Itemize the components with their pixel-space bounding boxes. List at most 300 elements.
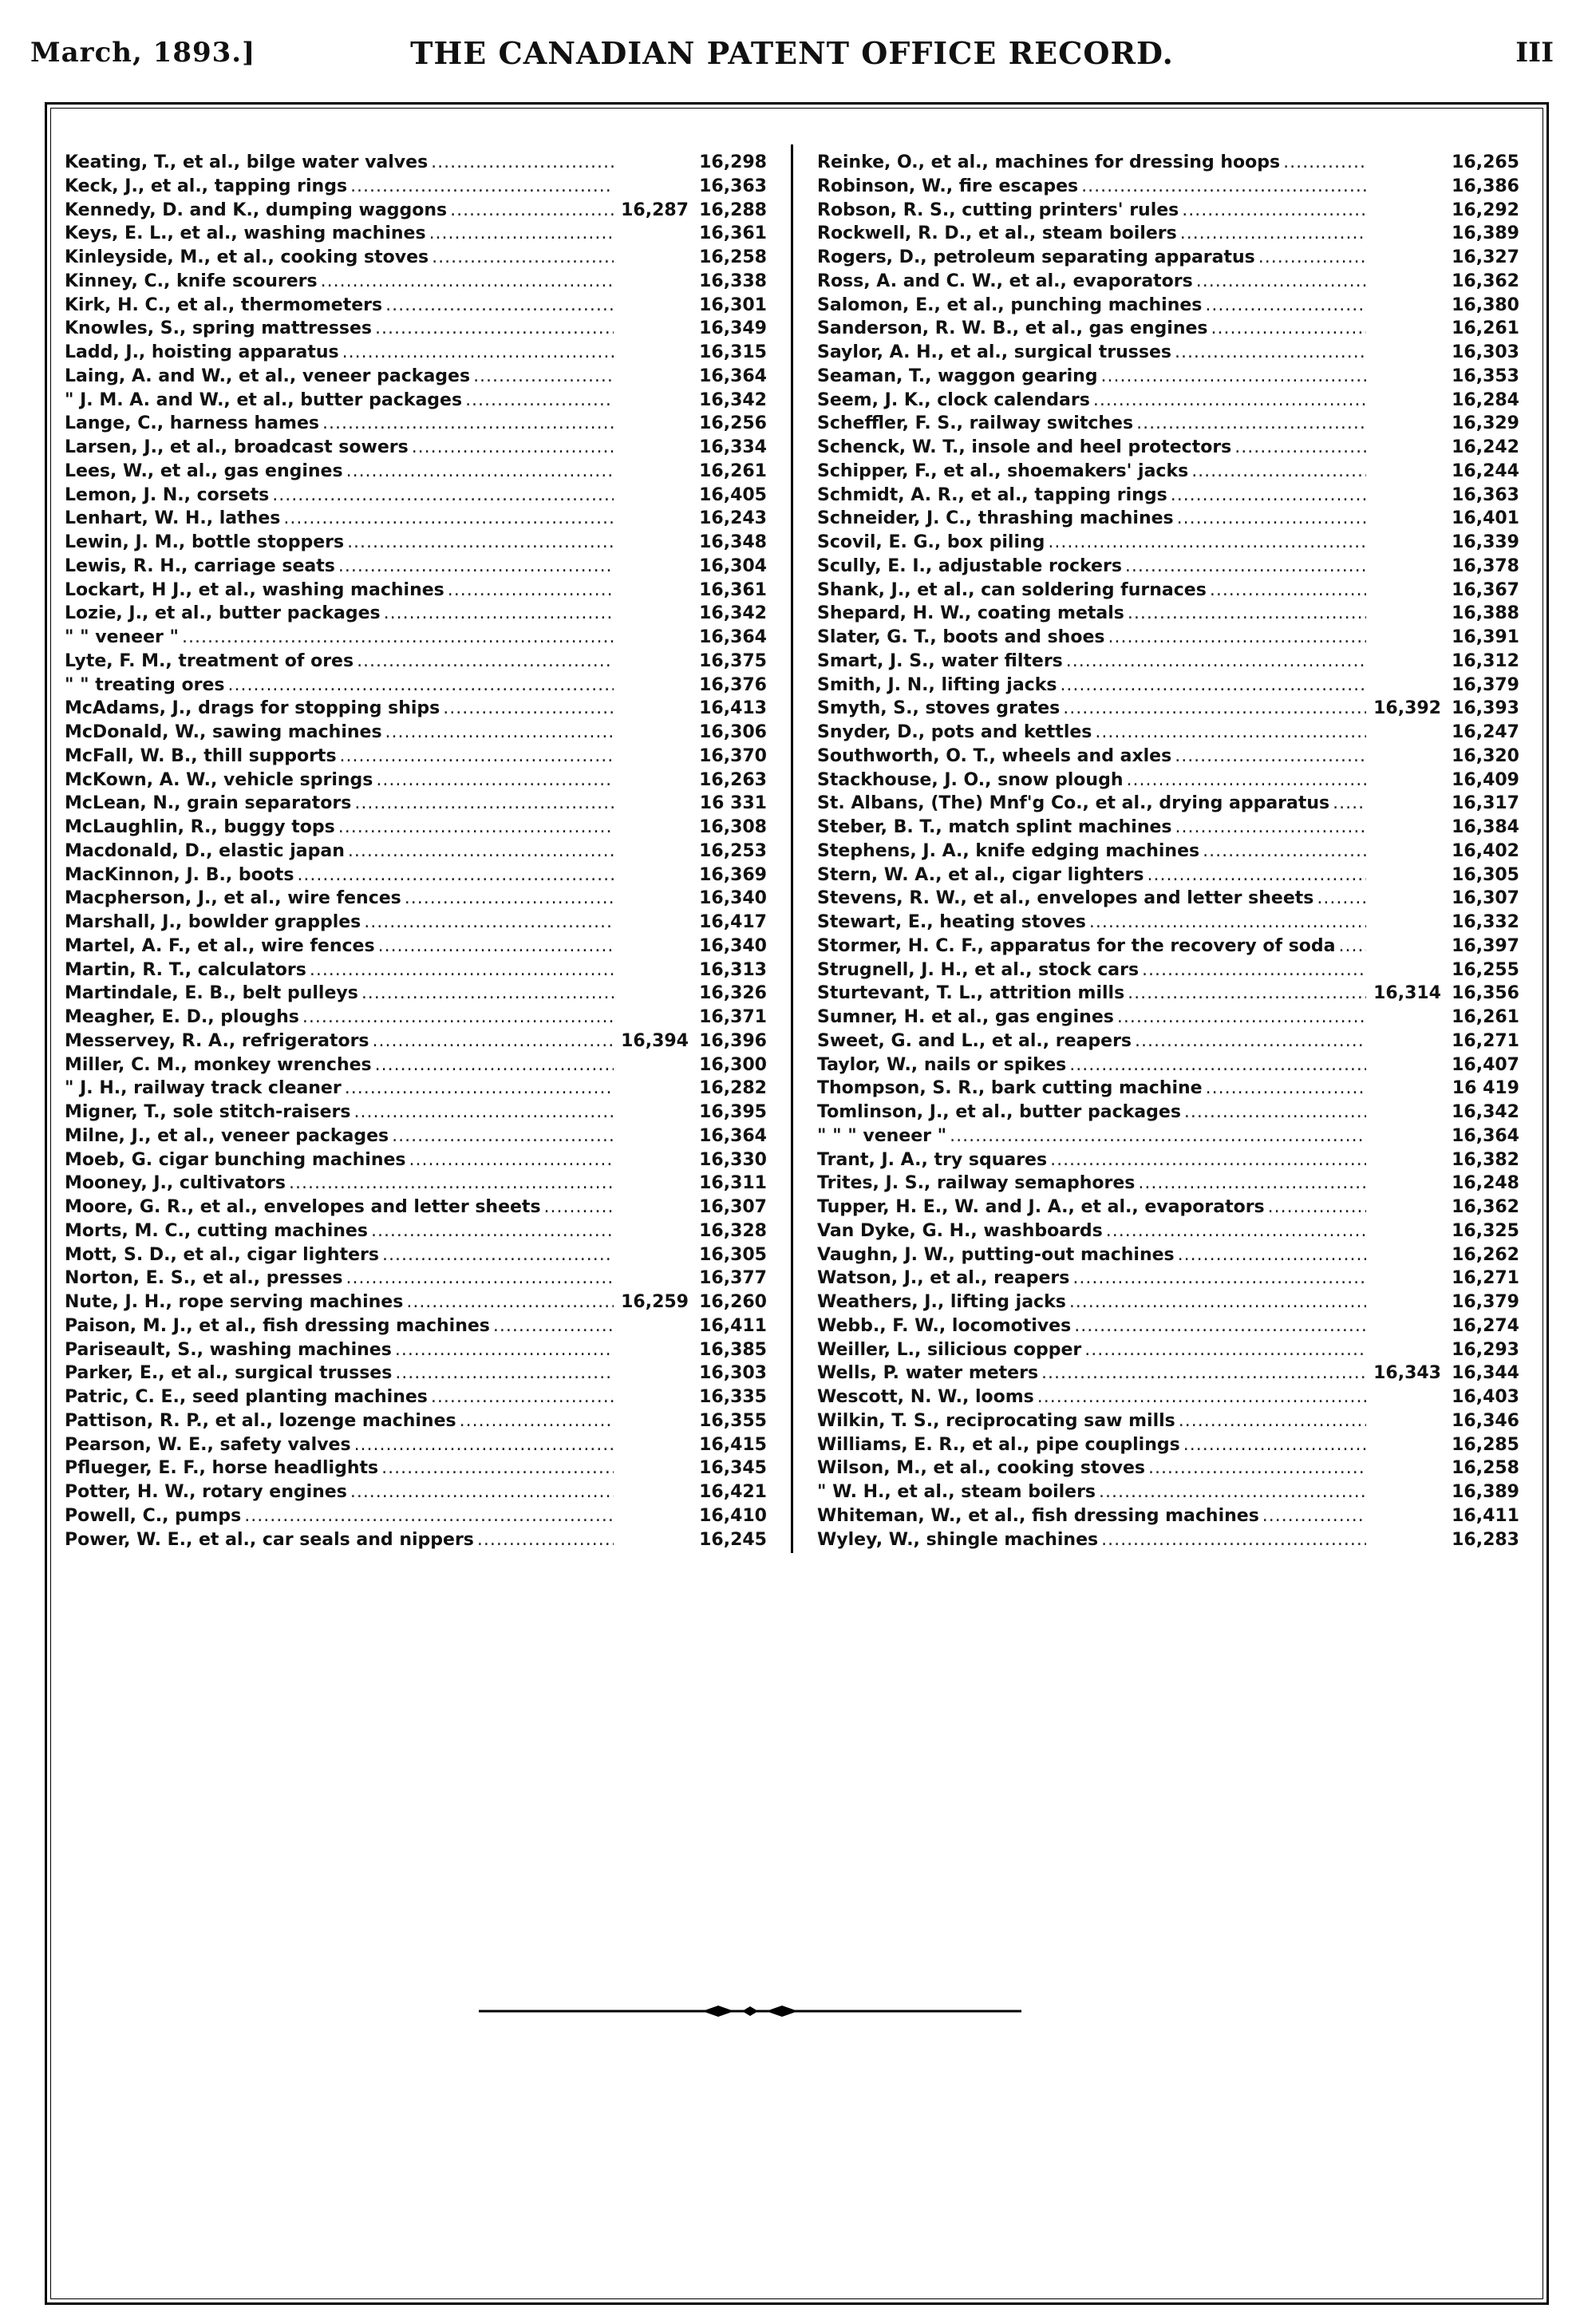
entry-patent-number: 16,262	[1452, 1244, 1519, 1265]
index-entry	[65, 602, 767, 626]
entry-patent-number: 16,389	[1452, 223, 1519, 244]
entry-name: Saylor, A. H., et al., surgical trusses	[817, 342, 1171, 362]
index-entry	[817, 1290, 1519, 1314]
entry-name: Lewin, J. M., bottle stoppers	[65, 532, 345, 552]
entry-patent-number: 16,253	[699, 840, 767, 861]
entry-patent-number: 16,261	[1452, 1007, 1519, 1027]
entry-patent-number: 16,417	[699, 912, 767, 932]
dot-leader	[477, 1528, 614, 1552]
index-entry	[817, 1385, 1519, 1409]
entry-alt-number: 16,314	[1373, 983, 1441, 1004]
entry-name: Salomon, E., et al., punching machines	[817, 294, 1203, 315]
entry-patent-number: 16,315	[699, 342, 767, 362]
entry-name: Steber, B. T., match splint machines	[817, 817, 1172, 837]
dot-leader	[1066, 650, 1366, 674]
entry-patent-number: 16,247	[1452, 722, 1519, 742]
index-entry	[817, 175, 1519, 199]
entry-name: Schenck, W. T., insole and heel protectors	[817, 437, 1232, 457]
column-divider	[791, 144, 793, 1553]
index-entry	[817, 1528, 1519, 1552]
entry-name: Kirk, H. C., et al., thermometers	[65, 294, 383, 315]
index-entry	[65, 199, 767, 223]
dot-leader	[350, 175, 614, 199]
entry-name: Smith, J. N., lifting jacks	[817, 674, 1057, 695]
entry-name: Norton, E. S., et al., presses	[65, 1268, 343, 1289]
entry-patent-number: 16,356	[1452, 983, 1519, 1004]
dot-leader	[357, 650, 614, 674]
index-entry	[65, 1338, 767, 1362]
entry-patent-number: 16,363	[699, 176, 767, 196]
index-entry	[817, 1148, 1519, 1172]
entry-name: Larsen, J., et al., broadcast sowers	[65, 437, 409, 457]
entry-patent-number: 16,305	[699, 1244, 767, 1265]
index-entry	[65, 840, 767, 864]
entry-name: Lees, W., et al., gas engines	[65, 460, 343, 481]
entry-patent-number: 16,361	[699, 223, 767, 244]
entry-patent-number: 16,340	[699, 935, 767, 956]
entry-patent-number: 16,342	[699, 603, 767, 624]
index-column-left	[65, 151, 767, 1551]
dot-leader	[1180, 222, 1366, 246]
dot-leader	[429, 222, 614, 246]
dot-leader	[321, 270, 614, 294]
dot-leader	[346, 1267, 614, 1290]
entry-name: Seaman, T., waggon gearing	[817, 366, 1098, 386]
index-entry	[65, 1172, 767, 1196]
entry-name: Taylor, W., nails or spikes	[817, 1054, 1067, 1075]
index-entry	[65, 1290, 767, 1314]
index-entry	[817, 1409, 1519, 1433]
dot-leader	[338, 816, 614, 840]
entry-name: Macdonald, D., elastic japan	[65, 840, 345, 861]
entry-patent-number: 16,256	[699, 413, 767, 434]
entry-patent-number: 16,379	[1452, 674, 1519, 695]
index-entry	[817, 246, 1519, 270]
index-entry	[817, 579, 1519, 603]
entry-name: " " treating ores	[65, 674, 225, 695]
entry-patent-number: 16,311	[699, 1173, 767, 1194]
entry-name: St. Albans, (The) Mnf'g Co., et al., drying apparatus	[817, 793, 1330, 814]
index-entry	[65, 650, 767, 674]
index-entry	[817, 1480, 1519, 1504]
entry-patent-number: 16,411	[699, 1315, 767, 1336]
index-entry	[817, 626, 1519, 650]
entry-name: Parker, E., et al., surgical trusses	[65, 1363, 393, 1384]
entry-patent-number: 16,348	[699, 532, 767, 552]
entry-name: Pattison, R. P., et al., lozenge machines	[65, 1410, 456, 1431]
index-entry	[817, 1314, 1519, 1338]
entry-patent-number: 16,306	[699, 722, 767, 742]
index-entry	[65, 982, 767, 1006]
index-entry	[65, 1504, 767, 1528]
entry-name: Sanderson, R. W. B., et al., gas engines	[817, 318, 1208, 339]
index-entry	[65, 887, 767, 911]
entry-patent-number: 16,305	[1452, 864, 1519, 885]
entry-name: Smart, J. S., water filters	[817, 650, 1063, 671]
entry-patent-number: 16,413	[699, 698, 767, 719]
entry-patent-number: 16,307	[1452, 888, 1519, 909]
entry-patent-number: 16,411	[1452, 1505, 1519, 1526]
dot-leader	[1175, 745, 1366, 769]
dot-leader	[1095, 721, 1366, 745]
index-entry	[817, 958, 1519, 982]
dot-leader	[1060, 674, 1366, 698]
index-entry	[65, 769, 767, 792]
index-entry	[65, 270, 767, 294]
entry-patent-number: 16,263	[699, 769, 767, 790]
index-entry	[65, 745, 767, 769]
index-entry	[65, 579, 767, 603]
index-entry	[65, 555, 767, 579]
index-entry	[817, 1196, 1519, 1219]
entry-name: Whiteman, W., et al., fish dressing machines	[817, 1505, 1259, 1526]
dot-leader	[1093, 389, 1366, 413]
entry-name: Stern, W. A., et al., cigar lighters	[817, 864, 1144, 885]
index-entry	[65, 175, 767, 199]
dot-leader	[1125, 555, 1366, 579]
index-entry	[817, 721, 1519, 745]
index-entry	[65, 626, 767, 650]
dot-leader	[322, 412, 614, 436]
entry-name: Wyley, W., shingle machines	[817, 1529, 1099, 1550]
entry-name: Stephens, J. A., knife edging machines	[817, 840, 1200, 861]
dot-leader	[1048, 531, 1366, 555]
entry-name: Trites, J. S., railway semaphores	[817, 1173, 1136, 1194]
dot-leader	[1069, 1290, 1366, 1314]
dot-leader	[350, 1480, 614, 1504]
entry-patent-number: 16,338	[699, 271, 767, 291]
entry-patent-number: 16,353	[1452, 366, 1519, 386]
dot-leader	[1234, 436, 1366, 460]
entry-name: Van Dyke, G. H., washboards	[817, 1220, 1103, 1241]
dot-leader	[493, 1314, 614, 1338]
entry-name: Kinleyside, M., et al., cooking stoves	[65, 247, 429, 267]
index-entry	[817, 151, 1519, 175]
index-entry	[65, 222, 767, 246]
entry-patent-number: 16,378	[1452, 555, 1519, 576]
entry-patent-number: 16,298	[699, 152, 767, 172]
index-entry	[817, 1172, 1519, 1196]
entry-patent-number: 16,361	[699, 579, 767, 600]
entry-patent-number: 16,304	[699, 555, 767, 576]
entry-name: Moeb, G. cigar bunching machines	[65, 1149, 406, 1170]
dot-leader	[1069, 1053, 1366, 1077]
index-entry	[65, 507, 767, 531]
entry-name: Vaughn, J. W., putting-out machines	[817, 1244, 1175, 1265]
entry-patent-number: 16,363	[1452, 484, 1519, 505]
index-entry	[817, 222, 1519, 246]
dot-leader	[340, 745, 614, 769]
dot-leader	[1178, 1243, 1366, 1267]
dot-leader	[1138, 1172, 1366, 1196]
index-entry	[817, 199, 1519, 223]
entry-patent-number: 16,300	[699, 1054, 767, 1075]
entry-name: Power, W. E., et al., car seals and nippers	[65, 1529, 474, 1550]
entry-patent-number: 16,327	[1452, 247, 1519, 267]
index-entry	[65, 1101, 767, 1124]
dot-leader	[381, 1456, 614, 1480]
entry-name: " J. H., railway track cleaner	[65, 1078, 342, 1099]
entry-patent-number: 16,284	[1452, 389, 1519, 410]
entry-name: Wilkin, T. S., reciprocating saw mills	[817, 1410, 1175, 1431]
index-entry	[65, 697, 767, 721]
entry-patent-number: 16,245	[699, 1529, 767, 1550]
dot-leader	[1179, 1409, 1366, 1433]
entry-patent-number: 16,313	[699, 959, 767, 980]
dot-leader	[361, 982, 614, 1006]
entry-name: Paison, M. J., et al., fish dressing machines	[65, 1315, 490, 1336]
entry-name: Schmidt, A. R., et al., tapping rings	[817, 484, 1167, 505]
index-entry	[817, 840, 1519, 864]
dot-leader	[950, 1124, 1366, 1148]
index-entry	[817, 602, 1519, 626]
dot-leader	[375, 317, 614, 341]
index-entry	[817, 507, 1519, 531]
dot-leader	[1136, 412, 1366, 436]
dot-leader	[1106, 1219, 1366, 1243]
entry-name: " " veneer "	[65, 627, 179, 647]
entry-patent-number: 16,261	[1452, 318, 1519, 339]
index-entry	[817, 911, 1519, 935]
entry-name: Schneider, J. C., thrashing machines	[817, 508, 1174, 529]
dot-leader	[395, 1338, 614, 1362]
dot-leader	[385, 721, 614, 745]
entry-name: Weathers, J., lifting jacks	[817, 1292, 1066, 1312]
index-entry	[65, 1124, 767, 1148]
index-entry	[817, 1433, 1519, 1457]
entry-name: Reinke, O., et al., machines for dressing hoops	[817, 152, 1281, 172]
entry-name: MacKinnon, J. B., boots	[65, 864, 294, 885]
index-entry	[817, 389, 1519, 413]
dot-leader	[1135, 1030, 1366, 1053]
entry-name: Thompson, S. R., bark cutting machine	[817, 1078, 1203, 1099]
entry-name: Williams, E. R., et al., pipe couplings	[817, 1434, 1180, 1455]
entry-patent-number: 16,397	[1452, 935, 1519, 956]
dot-leader	[1171, 484, 1366, 508]
dot-leader	[342, 341, 614, 365]
entry-patent-number: 16,364	[699, 366, 767, 386]
entry-patent-number: 16,303	[699, 1363, 767, 1384]
dot-leader	[382, 1243, 614, 1267]
entry-patent-number: 16,342	[1452, 1102, 1519, 1122]
entry-patent-number: 16,320	[1452, 745, 1519, 766]
dot-leader	[378, 935, 614, 958]
entry-patent-number: 16,391	[1452, 627, 1519, 647]
index-entry	[65, 531, 767, 555]
dot-leader	[432, 246, 614, 270]
entry-name: Wescott, N. W., looms	[817, 1387, 1034, 1407]
index-entry	[817, 887, 1519, 911]
index-entry	[65, 674, 767, 698]
dot-leader	[1339, 935, 1366, 958]
index-entry	[65, 1314, 767, 1338]
index-entry	[817, 864, 1519, 887]
index-entry	[65, 1243, 767, 1267]
entry-name: Stevens, R. W., et al., envelopes and letter sheets	[817, 888, 1314, 909]
index-entry	[817, 1053, 1519, 1077]
entry-name: Strugnell, J. H., et al., stock cars	[817, 959, 1140, 980]
dot-leader	[354, 1101, 614, 1124]
entry-patent-number: 16,344	[1452, 1363, 1519, 1384]
dot-leader	[302, 1006, 614, 1030]
dot-leader	[1126, 769, 1366, 792]
entry-patent-number: 16,367	[1452, 579, 1519, 600]
index-entry	[65, 1433, 767, 1457]
index-entry	[817, 531, 1519, 555]
entry-name: Milne, J., et al., veneer packages	[65, 1125, 389, 1146]
entry-name: McDonald, W., sawing machines	[65, 722, 382, 742]
entry-name: Kinney, C., knife scourers	[65, 271, 318, 291]
entry-name: Schipper, F., et al., shoemakers' jacks	[817, 460, 1189, 481]
index-entry	[65, 317, 767, 341]
entry-patent-number: 16,396	[699, 1030, 767, 1051]
entry-name: Shepard, H. W., coating metals	[817, 603, 1124, 624]
entry-name: Rogers, D., petroleum separating apparatus	[817, 247, 1255, 267]
dot-leader	[1142, 958, 1366, 982]
index-entry	[65, 389, 767, 413]
entry-patent-number: 16,258	[1452, 1458, 1519, 1479]
entry-patent-number: 16,364	[1452, 1125, 1519, 1146]
entry-name: Lyte, F. M., treatment of ores	[65, 650, 354, 671]
dot-leader	[1084, 1338, 1366, 1362]
dot-leader	[347, 531, 614, 555]
index-entry	[817, 1338, 1519, 1362]
entry-patent-number: 16,382	[1452, 1149, 1519, 1170]
dot-leader	[1128, 602, 1366, 626]
dot-leader	[1262, 1504, 1366, 1528]
dot-leader	[431, 1385, 614, 1409]
entry-patent-number: 16,260	[699, 1292, 767, 1312]
entry-patent-number: 16,339	[1452, 532, 1519, 552]
entry-patent-number: 16,362	[1452, 1197, 1519, 1217]
index-entry	[65, 484, 767, 508]
entry-name: Marshall, J., bowlder grapples	[65, 912, 361, 932]
entry-name: Sumner, H. et al., gas engines	[817, 1007, 1114, 1027]
index-entry	[817, 294, 1519, 318]
entry-patent-number: 16,288	[699, 200, 767, 220]
entry-patent-number: 16,375	[699, 650, 767, 671]
page-header	[24, 32, 1560, 80]
entry-patent-number: 16,307	[699, 1197, 767, 1217]
dot-leader	[450, 199, 614, 223]
entry-patent-number: 16,285	[1452, 1434, 1519, 1455]
entry-name: Nute, J. H., rope serving machines	[65, 1292, 404, 1312]
entry-patent-number: 16,385	[699, 1339, 767, 1360]
entry-patent-number: 16,345	[699, 1458, 767, 1479]
index-entry	[65, 1456, 767, 1480]
index-entry	[817, 460, 1519, 484]
index-entry	[65, 151, 767, 175]
dot-leader	[1101, 365, 1366, 389]
dot-leader	[431, 151, 614, 175]
page-frame	[45, 102, 1549, 2305]
dot-leader	[1177, 507, 1366, 531]
entry-name: Pariseault, S., washing machines	[65, 1339, 392, 1360]
dot-leader	[1081, 175, 1366, 199]
dot-leader	[1211, 317, 1366, 341]
entry-name: Keys, E. L., et al., washing machines	[65, 223, 426, 244]
dot-leader	[384, 602, 614, 626]
dot-leader	[448, 579, 614, 603]
index-entry	[817, 697, 1519, 721]
entry-name: Lange, C., harness hames	[65, 413, 319, 434]
entry-name: McAdams, J., drags for stopping ships	[65, 698, 440, 719]
ornament-divider	[479, 2003, 1021, 2019]
entry-patent-number: 16,355	[699, 1410, 767, 1431]
entry-name: Migner, T., sole stitch-raisers	[65, 1102, 351, 1122]
entry-name: Martel, A. F., et al., wire fences	[65, 935, 375, 956]
entry-patent-number: 16,384	[1452, 817, 1519, 837]
dot-leader	[392, 1124, 614, 1148]
entry-name: McFall, W. B., thill supports	[65, 745, 337, 766]
entry-patent-number: 16,242	[1452, 437, 1519, 457]
entry-name: Patric, C. E., seed planting machines	[65, 1387, 428, 1407]
index-entry	[817, 769, 1519, 792]
index-entry	[817, 1030, 1519, 1053]
entry-name: Lockart, H J., et al., washing machines	[65, 579, 444, 600]
entry-patent-number: 16,388	[1452, 603, 1519, 624]
entry-name: Snyder, D., pots and kettles	[817, 722, 1092, 742]
dot-leader	[182, 626, 614, 650]
index-entry	[65, 1267, 767, 1290]
entry-name: Moore, G. R., et al., envelopes and letter sheets	[65, 1197, 541, 1217]
entry-name: Lemon, J. N., corsets	[65, 484, 270, 505]
index-entry	[65, 1480, 767, 1504]
dot-leader	[371, 1219, 614, 1243]
dot-leader	[1128, 982, 1366, 1006]
index-entry	[65, 246, 767, 270]
dot-leader	[1258, 246, 1366, 270]
entry-name: Slater, G. T., boots and shoes	[817, 627, 1105, 647]
index-entry	[817, 1456, 1519, 1480]
dot-leader	[460, 1409, 614, 1433]
entry-patent-number: 16,405	[699, 484, 767, 505]
index-entry	[817, 1219, 1519, 1243]
entry-patent-number: 16,401	[1452, 508, 1519, 529]
dot-leader	[409, 1148, 614, 1172]
entry-name: Keating, T., et al., bilge water valves	[65, 152, 429, 172]
issue-date: March, 1893.]	[30, 37, 256, 69]
index-entry	[817, 484, 1519, 508]
dot-leader	[443, 697, 614, 721]
entry-alt-number: 16,392	[1373, 698, 1441, 719]
entry-patent-number: 16,293	[1452, 1339, 1519, 1360]
entry-patent-number: 16,283	[1452, 1529, 1519, 1550]
dot-leader	[1063, 697, 1366, 721]
index-entry	[817, 792, 1519, 816]
entry-name: Potter, H. W., rotary engines	[65, 1482, 347, 1502]
dot-leader	[1317, 887, 1366, 911]
index-entry	[65, 1077, 767, 1101]
entry-patent-number: 16,393	[1452, 698, 1519, 719]
entry-name: Smyth, S., stoves grates	[817, 698, 1061, 719]
index-entry	[65, 1053, 767, 1077]
entry-name: Lenhart, W. H., lathes	[65, 508, 281, 529]
entry-patent-number: 16,317	[1452, 793, 1519, 814]
entry-name: Scheffler, F. S., railway switches	[817, 413, 1134, 434]
entry-alt-number: 16,343	[1373, 1363, 1441, 1384]
dot-leader	[1203, 840, 1366, 864]
entry-patent-number: 16,282	[699, 1078, 767, 1099]
entry-name: Weiller, L., silicious copper	[817, 1339, 1082, 1360]
entry-patent-number: 16,312	[1452, 650, 1519, 671]
entry-patent-number: 16,402	[1452, 840, 1519, 861]
dot-leader	[310, 958, 614, 982]
entry-name: Tupper, H. E., W. and J. A., et al., evaporators	[817, 1197, 1265, 1217]
entry-patent-number: 16 419	[1452, 1078, 1519, 1099]
index-entry	[817, 674, 1519, 698]
index-entry	[65, 460, 767, 484]
